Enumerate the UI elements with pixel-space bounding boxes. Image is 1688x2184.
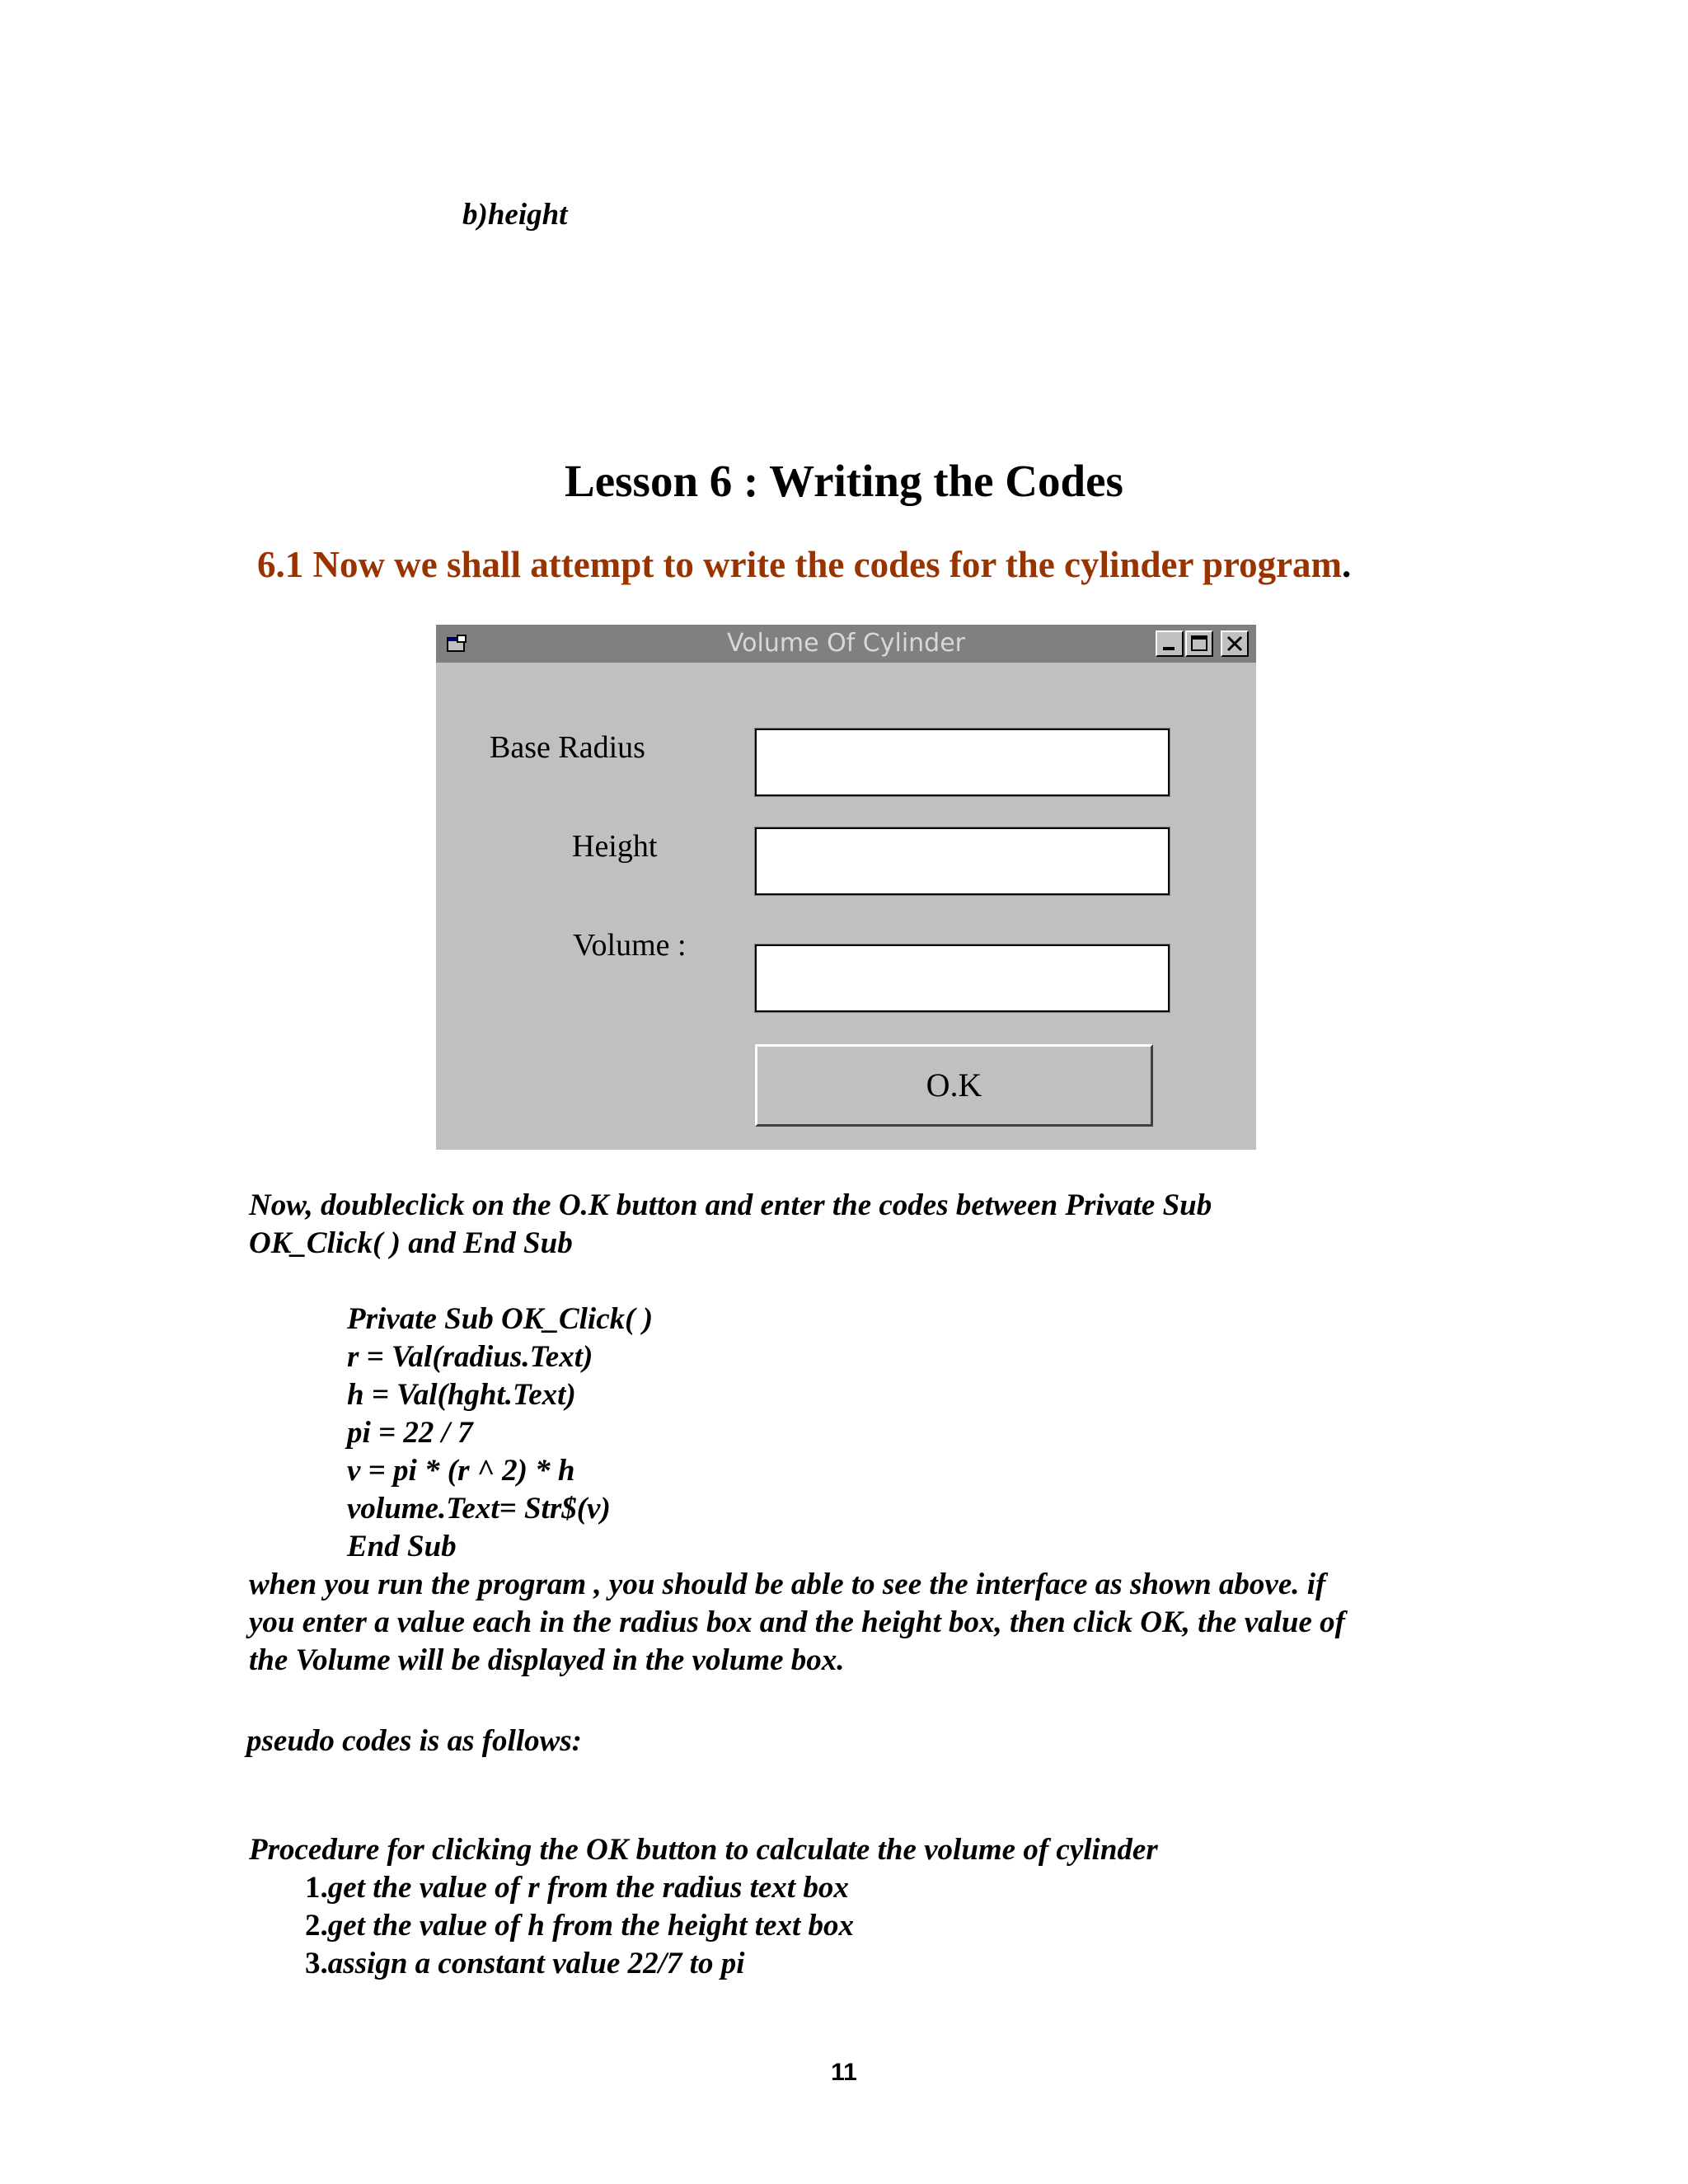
instruction-line: OK_Click( ) and End Sub <box>249 1226 573 1260</box>
minimize-button[interactable] <box>1156 630 1184 657</box>
ok-button[interactable]: O.K <box>755 1044 1153 1127</box>
instruction-line: Now, doubleclick on the O.K button and enter the codes between Private Sub <box>249 1188 1212 1222</box>
list-item <box>305 1945 854 1983</box>
code-line: volume.Text= Str$(v) <box>347 1492 611 1526</box>
instruction-paragraph <box>249 1187 1212 1263</box>
maximize-button[interactable] <box>1185 630 1213 657</box>
step-text: assign a constant value 22/7 to pi <box>327 1947 745 1980</box>
previous-list-item: b)height <box>462 198 568 232</box>
page-number: 11 <box>831 2059 857 2086</box>
code-line: pi = 22 / 7 <box>347 1416 473 1450</box>
volume-input[interactable] <box>755 944 1170 1012</box>
section-heading <box>257 542 1351 587</box>
volume-of-cylinder-window <box>436 625 1256 1150</box>
code-line: h = Val(hght.Text) <box>347 1378 576 1412</box>
height-label: Height <box>572 829 658 864</box>
explanation-line: the Volume will be displayed in the volume box. <box>249 1643 845 1677</box>
step-number: 3. <box>305 1947 328 1980</box>
step-text: get the value of r from the radius text box <box>327 1871 849 1905</box>
section-heading-text: 6.1 Now we shall attempt to write the codes for the cylinder program <box>257 544 1343 585</box>
code-line: End Sub <box>347 1530 457 1563</box>
radius-input[interactable] <box>755 729 1170 796</box>
close-button[interactable] <box>1221 630 1249 657</box>
steps-list <box>305 1869 854 1983</box>
step-text: get the value of h from the height text box <box>327 1909 854 1943</box>
code-block <box>347 1301 653 1566</box>
pseudo-code-label: pseudo codes is as follows: <box>246 1724 582 1758</box>
height-input[interactable] <box>755 827 1170 895</box>
step-number: 2. <box>305 1909 328 1943</box>
section-heading-period: . <box>1342 544 1352 585</box>
procedure-title: Procedure for clicking the OK button to calculate the volume of cylinder <box>249 1833 1158 1867</box>
base-radius-label: Base Radius <box>490 730 645 765</box>
maximize-icon <box>1187 632 1212 655</box>
step-number: 1. <box>305 1871 328 1905</box>
code-line: Private Sub OK_Click( ) <box>347 1302 654 1336</box>
volume-label: Volume : <box>573 928 687 963</box>
minimize-icon <box>1157 632 1182 655</box>
code-line: r = Val(radius.Text) <box>347 1340 593 1374</box>
title-bar[interactable] <box>436 625 1256 663</box>
explanation-line: when you run the program , you should be able to see the interface as shown above. if <box>249 1568 1326 1601</box>
code-line: v = pi * (r ^ 2) * h <box>347 1454 575 1488</box>
lesson-title: Lesson 6 : Writing the Codes <box>565 456 1123 506</box>
close-icon <box>1222 632 1247 655</box>
explanation-paragraph <box>249 1566 1345 1680</box>
window-title: Volume Of Cylinder <box>726 629 966 658</box>
explanation-line: you enter a value each in the radius box and the height box, then click OK, the value of <box>249 1605 1345 1639</box>
list-item <box>305 1907 854 1945</box>
list-item <box>305 1869 854 1907</box>
